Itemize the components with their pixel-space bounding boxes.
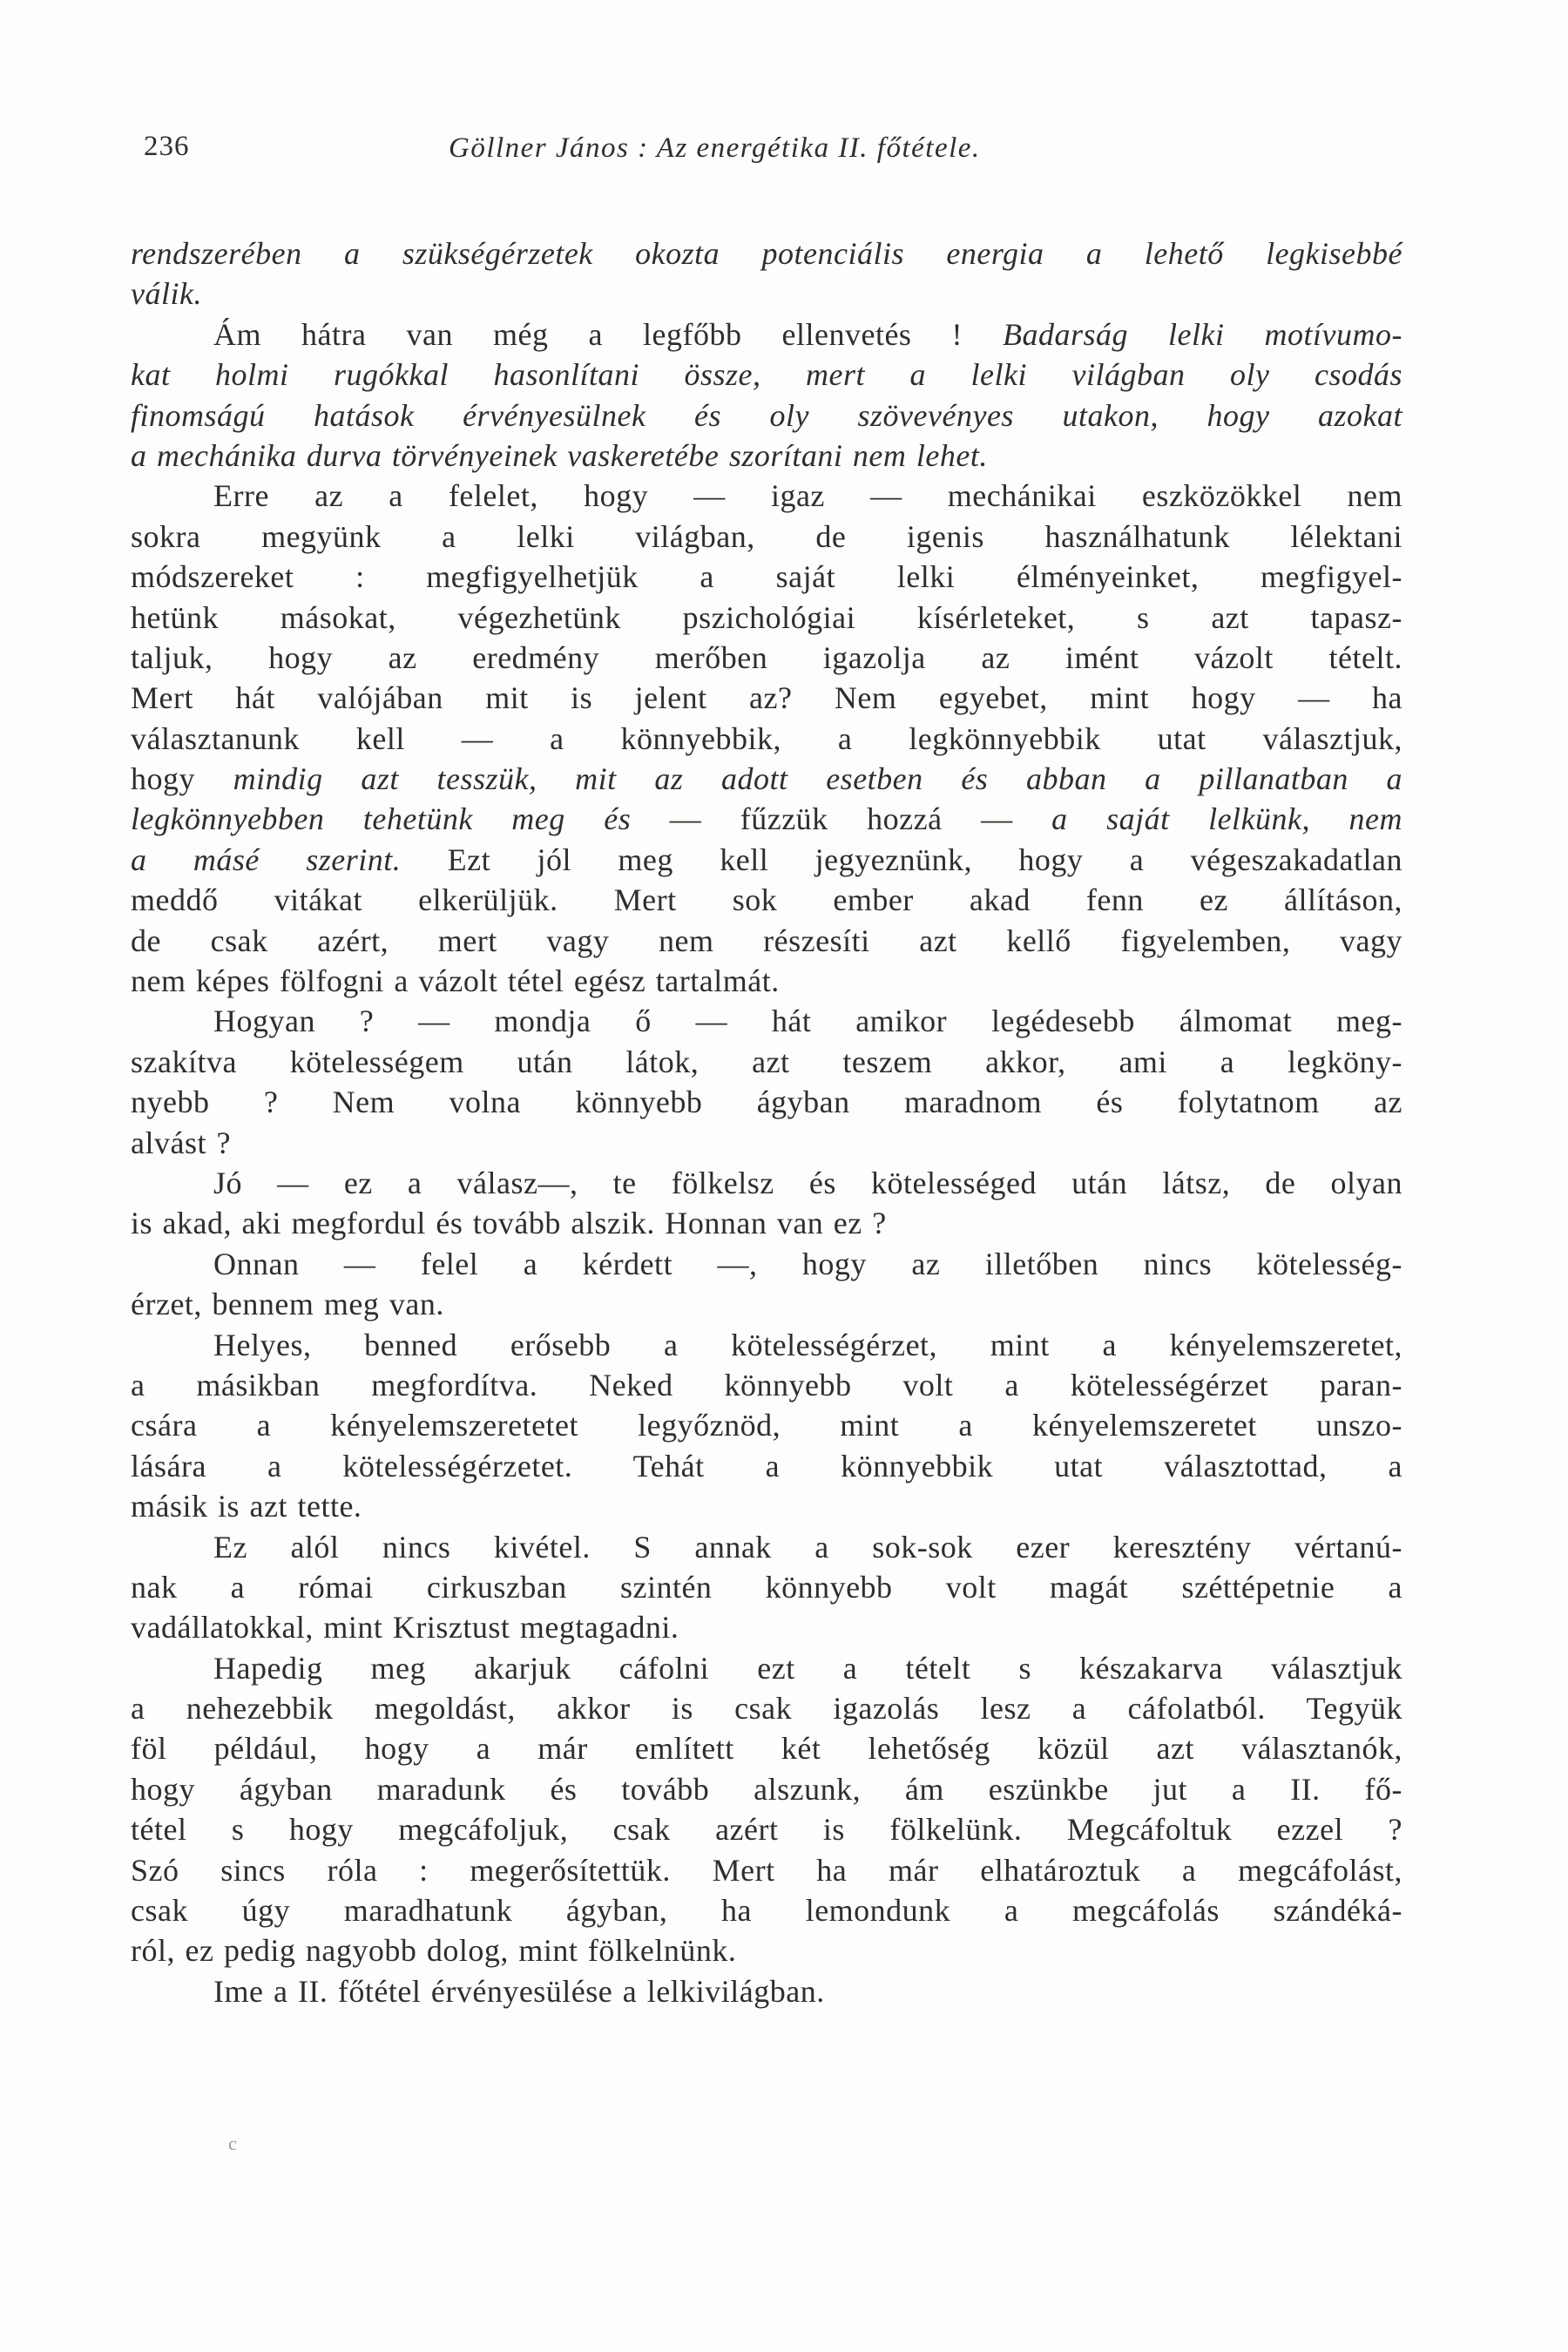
- text-span: ról, ez pedig nagyobb dolog, mint fölkelnünk.: [131, 1933, 737, 1969]
- text-span: Ám hátra van még a legfőbb ellenvetés !: [213, 316, 1003, 352]
- text-line: [131, 1284, 1402, 1324]
- text-line: [131, 1850, 1402, 1890]
- text-line: [131, 557, 1402, 597]
- text-span: válik.: [131, 276, 202, 312]
- text-span: a saját lelkünk, nem: [1051, 801, 1402, 837]
- text-line: [131, 1728, 1402, 1768]
- text-span: a másikban megfordítva. Neked könnyebb volt a kötelességérzet paran-: [131, 1367, 1402, 1402]
- text-line: [131, 1769, 1402, 1809]
- text-line: [131, 1405, 1402, 1445]
- text-line: [131, 1365, 1402, 1405]
- text-line: [131, 1042, 1402, 1082]
- text-span: választanunk kell — a könnyebbik, a legkönnyebbik utat választjuk,: [131, 720, 1402, 756]
- text-span: Ez alól nincs kivétel. S annak a sok-sok ezer keresztény vértanú-: [213, 1529, 1402, 1565]
- text-span: csak úgy maradhatunk ágyban, ha lemondunk a megcáfolás szándéká-: [131, 1893, 1402, 1929]
- text-span: Ezt jól meg kell jegyeznünk, hogy a végeszakadatlan: [401, 841, 1403, 877]
- text-line: [131, 1123, 1402, 1163]
- text-span: hetünk másokat, végezhetünk pszichológiai kísérleteket, s azt tapasz-: [131, 599, 1402, 635]
- text-span: csára a kényelemszeretetet legyőznöd, mint a kényelemszeretet unszo-: [131, 1408, 1402, 1443]
- text-line: [131, 314, 1402, 355]
- text-span: nak a római cirkuszban szintén könnyebb volt magát széttépetnie a: [131, 1569, 1402, 1605]
- text-span: taljuk, hogy az eredmény merőben igazolja az imént vázolt tételt.: [131, 639, 1402, 675]
- text-line: [131, 1244, 1402, 1284]
- text-line: [131, 1688, 1402, 1728]
- text-span: nyebb ? Nem volna könnyebb ágyban maradnom és folytatnom az: [131, 1085, 1402, 1120]
- text-line: [131, 517, 1402, 557]
- text-span: föl például, hogy a már említett két lehetőség közül azt választanók,: [131, 1731, 1402, 1767]
- text-line: [131, 921, 1402, 961]
- text-line: [131, 799, 1402, 839]
- text-span: Badarság lelki motívumo-: [1002, 316, 1402, 352]
- text-span: érzet, bennem meg van.: [131, 1287, 444, 1322]
- text-line: [131, 1163, 1402, 1203]
- text-line: [131, 840, 1402, 880]
- text-line: [131, 395, 1402, 436]
- text-span: lására a kötelességérzetet. Tehát a könnyebbik utat választottad, a: [131, 1448, 1402, 1484]
- text-line: [131, 1567, 1402, 1607]
- text-line: [131, 436, 1402, 476]
- text-span: alvást ?: [131, 1125, 231, 1160]
- text-span: másik is azt tette.: [131, 1489, 362, 1524]
- text-span: hogy: [131, 761, 233, 797]
- text-span: a másé szerint.: [131, 841, 402, 877]
- text-line: [131, 1446, 1402, 1486]
- text-span: de csak azért, mert vagy nem részesíti azt kellő figyelemben, vagy: [131, 923, 1402, 958]
- text-span: is akad, aki megfordul és tovább alszik. Honnan van ez ?: [131, 1206, 887, 1241]
- text-span: módszereket : megfigyelhetjük a saját lelki élményeinket, megfigyel-: [131, 559, 1402, 595]
- text-line: [131, 759, 1402, 799]
- text-line: [131, 274, 1402, 314]
- text-line: [131, 1082, 1402, 1122]
- running-head: Göllner János : Az energétika II. főtétele.: [449, 132, 981, 164]
- text-line: [131, 880, 1402, 920]
- text-line: [131, 355, 1402, 395]
- text-span: rendszerében a szükségérzetek okozta potenciális energia a lehető legkisebbé: [131, 236, 1402, 271]
- text-span: a nehezebbik megoldást, akkor is csak igazolás lesz a cáfolatból. Tegyük: [131, 1691, 1402, 1727]
- text-line: [131, 598, 1402, 638]
- page-header: [131, 131, 1402, 183]
- text-line: [131, 961, 1402, 1001]
- text-line: [131, 638, 1402, 678]
- text-span: kat holmi rugókkal hasonlítani össze, mert a lelki világban oly csodás: [131, 357, 1402, 393]
- footer-mark: c: [228, 2132, 237, 2154]
- text-span: szakítva kötelességem után látok, azt teszem akkor, ami a legköny-: [131, 1044, 1402, 1079]
- text-span: tétel s hogy megcáfoljuk, csak azért is fölkelünk. Megcáfoltuk ezzel ?: [131, 1812, 1402, 1848]
- text-line: [131, 1325, 1402, 1365]
- text-span: a mechánika durva törvényeinek vaskeretébe szorítani nem lehet.: [131, 437, 988, 473]
- text-span: Onnan — felel a kérdett —, hogy az illetőben nincs kötelesség-: [213, 1246, 1402, 1281]
- text-line: [131, 1648, 1402, 1688]
- page-number: 236: [144, 131, 190, 162]
- text-line: [131, 476, 1402, 516]
- text-line: [131, 1607, 1402, 1647]
- text-span: hogy ágyban maradunk és tovább alszunk, ám eszünkbe jut a II. fő-: [131, 1771, 1402, 1807]
- text-span: legkönnyebben tehetünk meg és: [131, 801, 632, 837]
- text-span: Hogyan ? — mondja ő — hát amikor legédesebb álmomat meg-: [213, 1004, 1402, 1039]
- text-line: [131, 719, 1402, 759]
- text-span: vadállatokkal, mint Krisztust megtagadni.: [131, 1610, 679, 1646]
- text-span: mindig azt tesszük, mit az adott esetben és abban a pillanatban a: [233, 761, 1402, 797]
- text-span: Szó sincs róla : megerősítettük. Mert ha már elhatároztuk a megcáfolást,: [131, 1852, 1402, 1888]
- text-span: Helyes, benned erősebb a kötelességérzet, mint a kényelemszeretet,: [213, 1327, 1402, 1362]
- text-span: Jó — ez a válasz—, te fölkelsz és kötelességed után látsz, de olyan: [213, 1165, 1402, 1200]
- text-line: [131, 1890, 1402, 1930]
- text-line: [131, 678, 1402, 718]
- body-text: [131, 233, 1402, 2011]
- text-span: Erre az a felelet, hogy — igaz — mechánikai eszközökkel nem: [213, 478, 1402, 514]
- text-span: Mert hát valójában mit is jelent az? Nem egyebet, mint hogy — ha: [131, 680, 1402, 716]
- text-span: Ime a II. főtétel érvényesülése a lelkivilágban.: [213, 1973, 825, 2009]
- text-span: nem képes fölfogni a vázolt tétel egész tartalmát.: [131, 963, 780, 999]
- text-line: [131, 1486, 1402, 1526]
- text-line: [131, 1203, 1402, 1243]
- text-line: [131, 1001, 1402, 1041]
- text-span: meddő vitákat elkerüljük. Mert sok ember akad fenn ez állításon,: [131, 882, 1402, 918]
- text-line: [131, 1930, 1402, 1970]
- text-span: Hapedig meg akarjuk cáfolni ezt a tételt s készakarva választjuk: [213, 1650, 1402, 1686]
- text-line: [131, 1527, 1402, 1567]
- text-span: sokra megyünk a lelki világban, de igenis használhatunk lélektani: [131, 518, 1402, 554]
- text-line: [131, 1809, 1402, 1849]
- text-span: — fűzzük hozzá —: [631, 801, 1052, 837]
- text-line: [131, 1971, 1402, 2011]
- text-span: finomságú hatások érvényesülnek és oly szövevényes utakon, hogy azokat: [131, 397, 1402, 433]
- text-line: [131, 233, 1402, 274]
